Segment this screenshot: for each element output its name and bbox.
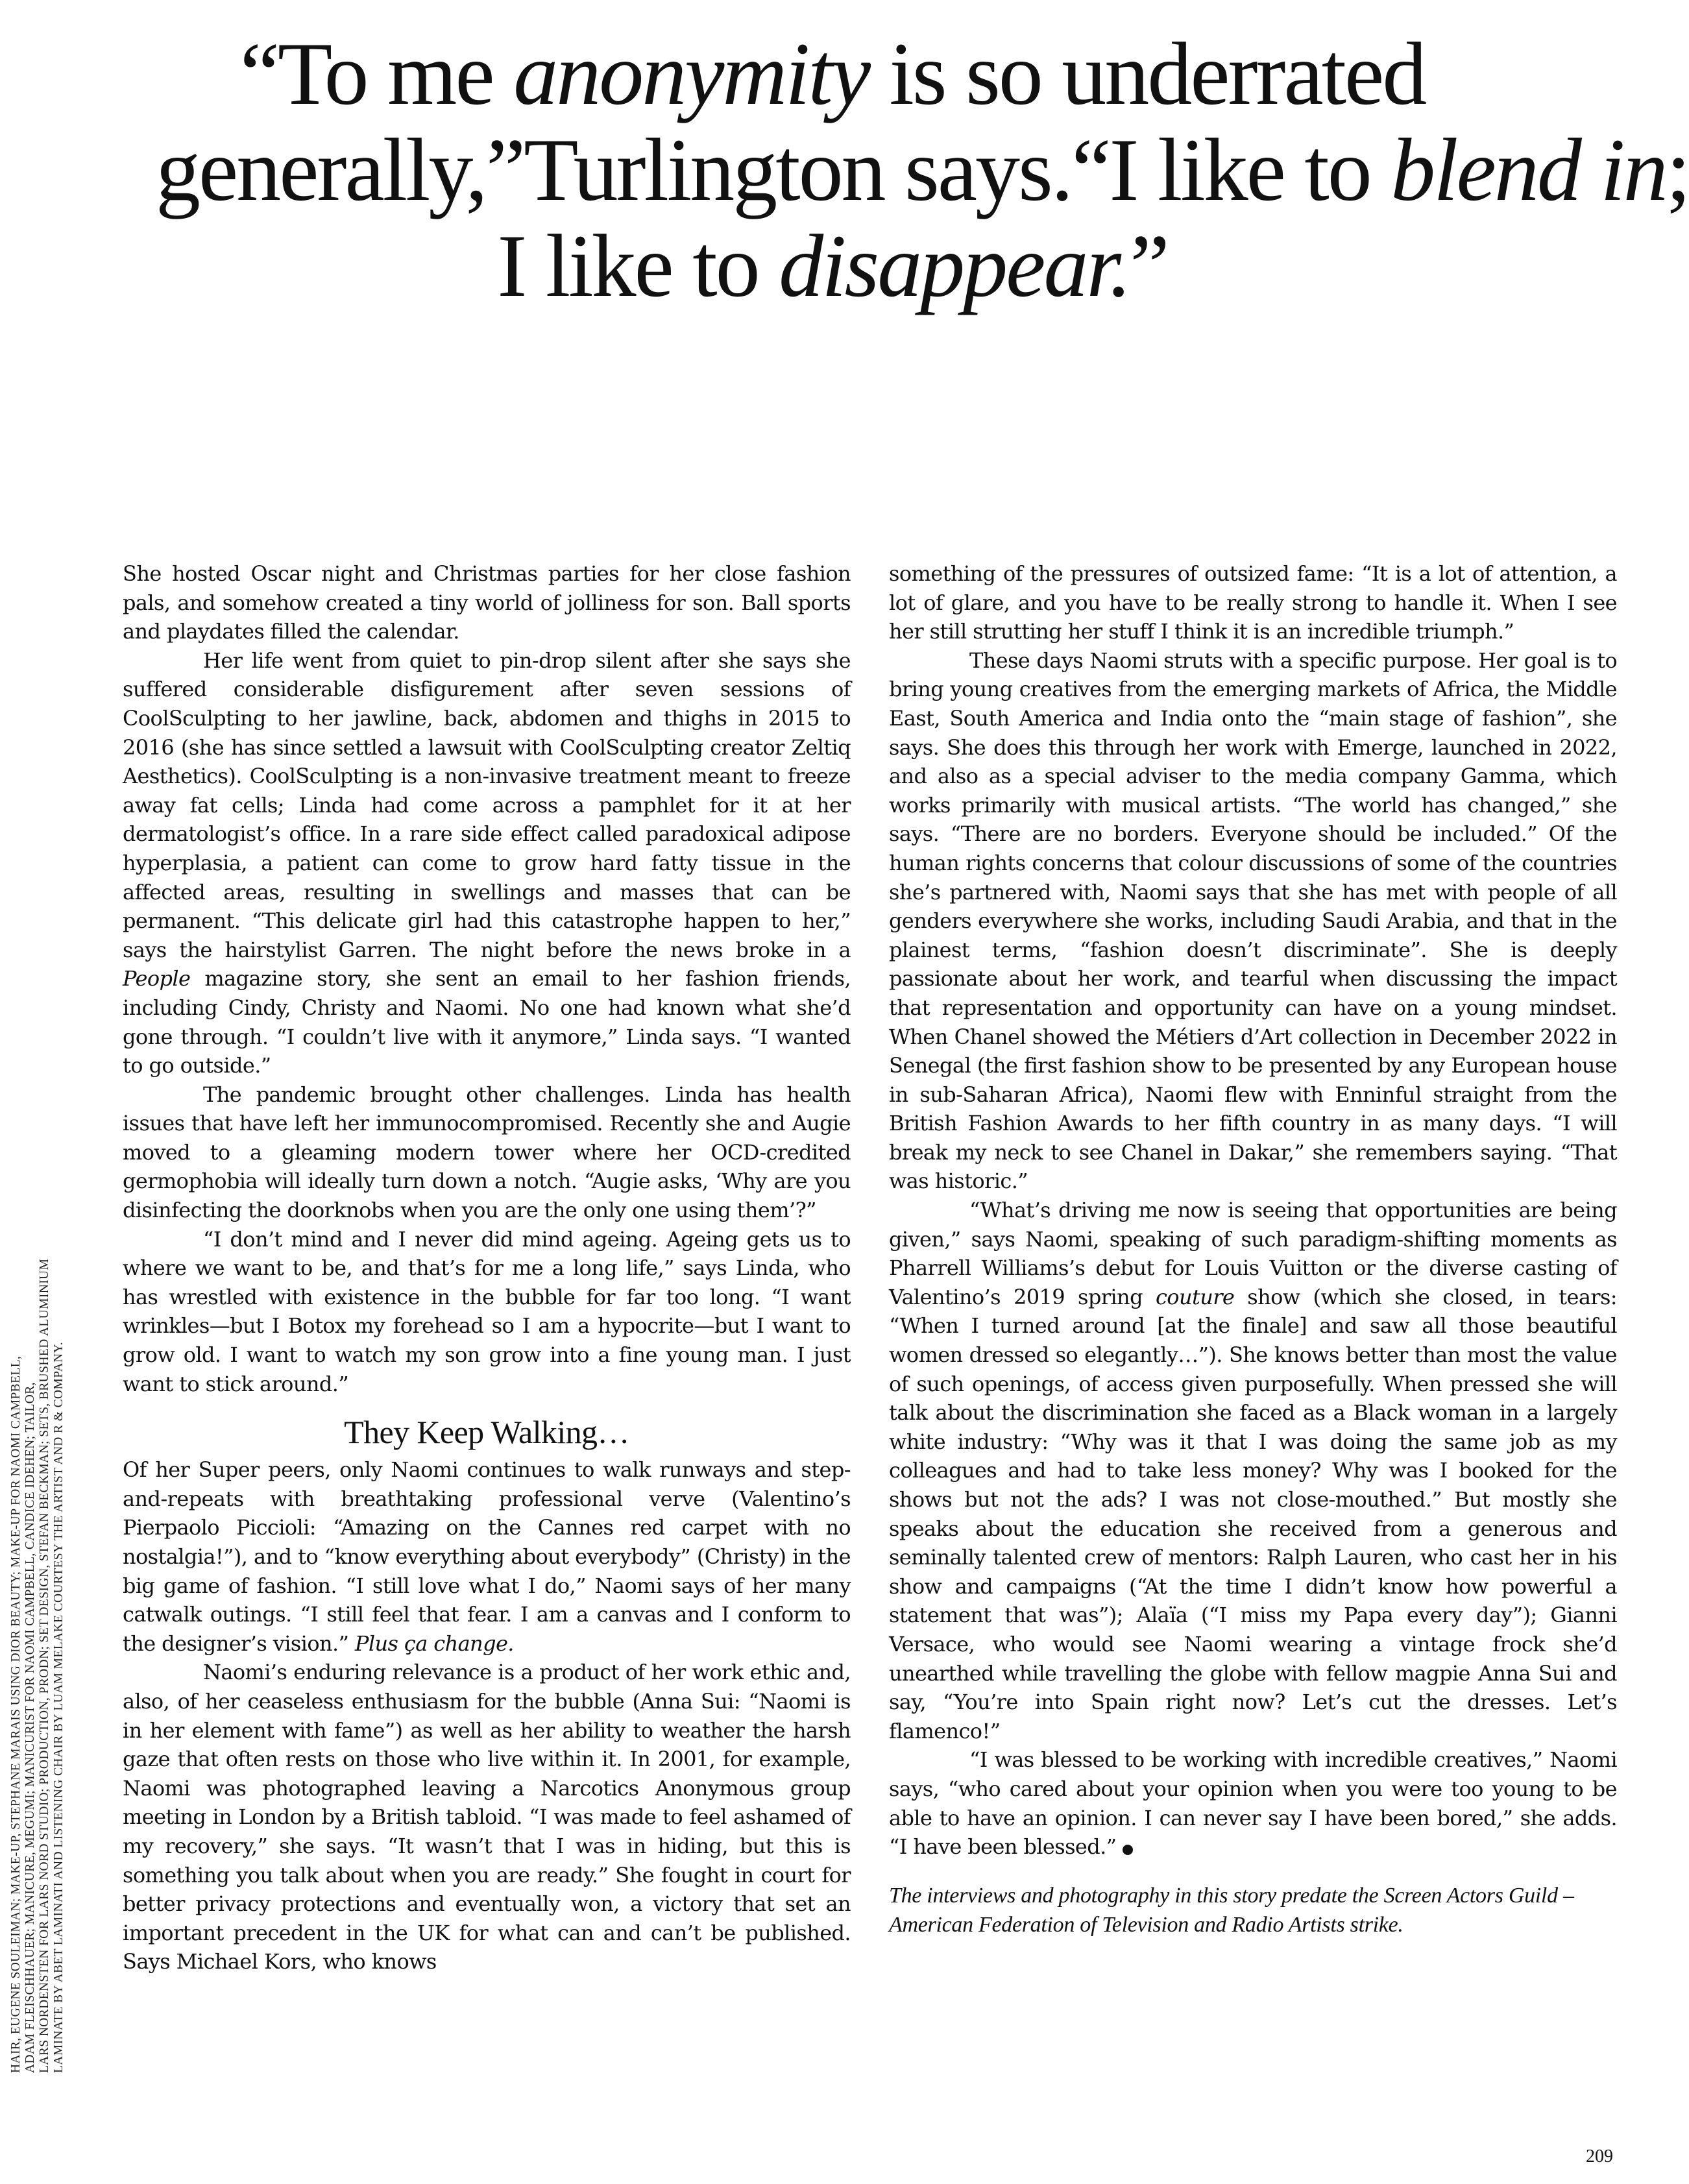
paragraph: These days Naomi struts with a specific purpose. Her goal is to bring young creatives from the emerging markets of Africa, the Middle East, South America and India onto the “main stage of fashion”, she says. She does this through her work with Emerge, launched in 2022, and also as a special adviser to the media company Gamma, which works primarily with musical artists. “The world has changed,” she says. “There are no borders. Everyone should be included.” Of the human rights concerns that colour discussions of some of the countries she’s partnered with, Naomi says that she has met with people of all genders everywhere she works, including Saudi Arabia, and that in the plainest terms, “fashion doesn’t discriminate”. She is deeply passionate about her work, and tearful when discussing the impact that representation and opportunity can have on a young mindset. When Chanel showed the Métiers d’Art collection in December 2022 in Senegal (the first fashion show to be presented by any European house in sub-Saharan Africa), Naomi flew with Enninful straight from the British Fashion Awards to her fifth country in as many days. “I will break my neck to see Chanel in Dakar,” she remembers saying. “That was historic.” [889,648,1617,1194]
photo-credits [9,1061,66,2073]
pull-quote-line-3: I like to disappear.” [497,216,1168,315]
paragraph: “I don’t mind and I never did mind ageing. Ageing gets us to where we want to be, and that’s for me a long life,” says Linda, who has wrestled with existence in the bubble for far too long. “I want wrinkles—but I Botox my forehead so I am a hypocrite—but I want to grow old. I want to watch my son grow into a fine young man. I just want to stick around.” [123,1226,851,1396]
section-subhead: They Keep Walking… [344,1414,629,1451]
article-column-right [889,559,1617,1939]
paragraph: “What’s driving me now is seeing that opportunities are being given,” says Naomi, speaking of such paradigm-shifting moments as Pharrell Williams’s debut for Louis Vuitton or the diverse casting of Valentino’s 2019 spring couture show (which she closed, in tears: “When I turned around [at the finale] and saw all those beautiful women dressed so elegantly…”). She knows better than most the value of such openings, of access given purposefully. When pressed she will talk about the discrimination she faced as a Black woman in a largely white industry: “Why was it that I was doing the same job as my colleagues and had to take less money? Why was I booked for the shows but not the ads? I was not close-mouthed.” But mostly she speaks about the education she received from a generous and seminally talented crew of mentors: Ralph Lauren, who cast her in his show and campaigns (“At the time I didn’t know how powerful a statement that was”); Alaïa (“I miss my Papa every day”); Gianni Versace, who would see Naomi wearing a vintage frock she’d unearthed while travelling the globe with fellow magpie Anna Sui and say, “You’re into Spain right now? Let’s cut the dresses. Let’s flamenco!” [889,1198,1617,1743]
paragraph: She hosted Oscar night and Christmas parties for her close fashion pals, and somehow created a tiny world of jolliness for son. Ball sports and playdates filled the calendar. [123,561,851,644]
credits-line: ADAM FLEISCHHAUER; MANICURE, MEGUMI; MANICURIST FOR NAOMI CAMPBELL, CANDICE IDEHEN; TAILOR, [23,1382,37,2073]
paragraph: Of her Super peers, only Naomi continues to walk runways and step-and-repeats with breathtaking professional verve (Valentino’s Pierpaolo Piccioli: “Amazing on the Cannes red carpet with no nostalgia!”), and to “know everything about everybody” (Christy) in the big game of fashion. “I still love what I do,” Naomi says of her many catwalk outings. “I still feel that fear. I am a canvas and I conform to the designer’s vision.” Plus ça change. [123,1457,851,1656]
disclaimer-note: The interviews and photography in this story predate the Screen Actors Guild – American Federation of Television and Radio Artists strike. [889,1883,1574,1937]
credits-line: LAMINATE BY ABET LAMINATI AND LISTENING CHAIR BY LUAM MELAKE COURTESY THE ARTIST AND R & COMPANY. [52,1342,66,2073]
credits-line: HAIR, EUGENE SOULEIMAN; MAKE-UP, STEPHANE MARAIS USING DIOR BEAUTY; MAKE-UP FOR NAOMI CAMPBELL, [9,1355,23,2073]
pull-quote [156,24,1689,315]
credits-line: LARS NORDENSTEN FOR LARS NORD STUDIO; PRODUCTION, PRODN; SET DESIGN, STEFAN BECKMAN; SETS, BRUSHED ALUMINIUM [38,1258,51,2073]
paragraph: something of the pressures of outsized fame: “It is a lot of attention, a lot of glare, and you have to be really strong to handle it. When I see her still strutting her stuff I think it is an incredible triumph.” [889,561,1617,644]
pull-quote-line-1: “To me anonymity is so underrated [239,24,1426,123]
pull-quote-line-2: generally,”Turlington says.“I like to blend in; [156,120,1689,219]
paragraph: Her life went from quiet to pin-drop silent after she says she suffered considerable disfigurement after seven sessions of CoolSculpting to her jawline, back, abdomen and thighs in 2015 to 2016 (she has since settled a lawsuit with CoolSculpting creator Zeltiq Aesthetics). CoolSculpting is a non-invasive treatment meant to freeze away fat cells; Linda had come across a pamphlet for it at her dermatologist’s office. In a rare side effect called paradoxical adipose hyperplasia, a patient can come to grow hard fatty tissue in the affected areas, resulting in swellings and masses that can be permanent. “This delicate girl had this catastrophe happen to her,” says the hairstylist Garren. The night before the news broke in a People magazine story, she sent an email to her fashion friends, including Cindy, Christy and Naomi. No one had known what she’d gone through. “I couldn’t live with it anymore,” Linda says. “I wanted to go outside.” [123,648,851,1078]
article-column-left [123,559,851,1976]
paragraph: The pandemic brought other challenges. Linda has health issues that have left her immunocompromised. Recently she and Augie moved to a gleaming modern tower where her OCD-credited germophobia will ideally turn down a notch. “Augie asks, ‘Why are you disinfecting the doorknobs when you are the only one using them’?” [123,1082,851,1223]
paragraph: “I was blessed to be working with incredible creatives,” Naomi says, “who cared about your opinion when you were too young to be able to have an opinion. I can never say I have been bored,” she adds. “I have been blessed.” [889,1747,1617,1860]
paragraph: Naomi’s enduring relevance is a product of her work ethic and, also, of her ceaseless enthusiasm for the bubble (Anna Sui: “Naomi is in her element with fame”) as well as her ability to weather the harsh gaze that often rests on those who live within it. In 2001, for example, Naomi was photographed leaving a Narcotics Anonymous group meeting in London by a British tabloid. “I was made to feel ashamed of my recovery,” she says. “It wasn’t that I was in hiding, but this is something you talk about when you are ready.” She fought in court for better privacy protections and eventually won, a victory that set an important precedent in the UK for what can and can’t be published. Says Michael Kors, who knows [123,1660,851,1974]
end-mark-icon [1123,1845,1133,1855]
page-number: 209 [1586,2146,1613,2166]
